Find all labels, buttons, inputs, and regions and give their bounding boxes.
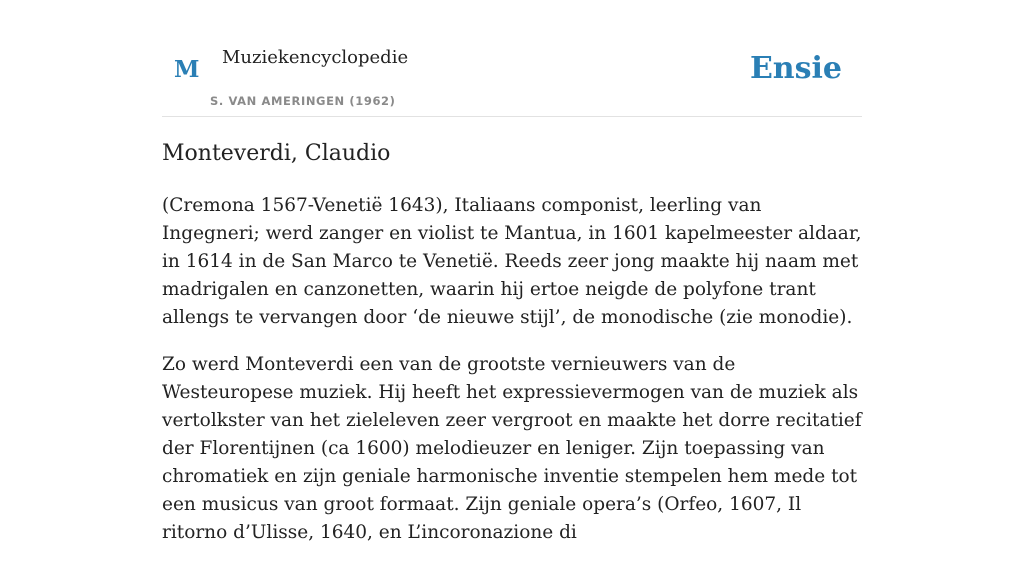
author-line: S. VAN AMERINGEN (1962): [210, 94, 396, 108]
page-header: [162, 0, 862, 117]
entry-paragraph: Zo werd Monteverdi een van de grootste vernieuwers van de Westeuropese muziek. Hij heeft het expressievermogen van de muziek als vertolkster van het zieleleven zeer vergroot en maakte het dorre recitatief der Florentijnen (ca 1600) melodieuzer en leniger. Zijn toepassing van chromatiek en zijn geniale harmonische inventie stempelen hem mede tot een musicus van groot formaat. Zijn geniale opera’s (Orfeo, 1607, Il ritorno d’Ulisse, 1640, en L’incoronazione di: [162, 354, 862, 543]
source-title-link[interactable]: Muziekencyclopedie: [222, 47, 409, 68]
entry-title: Monteverdi, Claudio: [162, 141, 391, 166]
ensie-brand-logo[interactable]: Ensie: [749, 51, 842, 86]
encyclopedia-logo-icon[interactable]: M: [174, 56, 200, 83]
entry-paragraph: (Cremona 1567-Venetië 1643), Italiaans componist, leerling van Ingegneri; werd zanger en violist te Mantua, in 1601 kapelmeester aldaar, in 1614 in de San Marco te Venetië. Reeds zeer jong maakte hij naam met madrigalen en canzonetten, waarin hij ertoe neigde de polyfone trant allengs te vervangen door ‘de nieuwe stijl’, de monodische (zie monodie).: [162, 195, 862, 328]
entry-body: [162, 192, 862, 566]
